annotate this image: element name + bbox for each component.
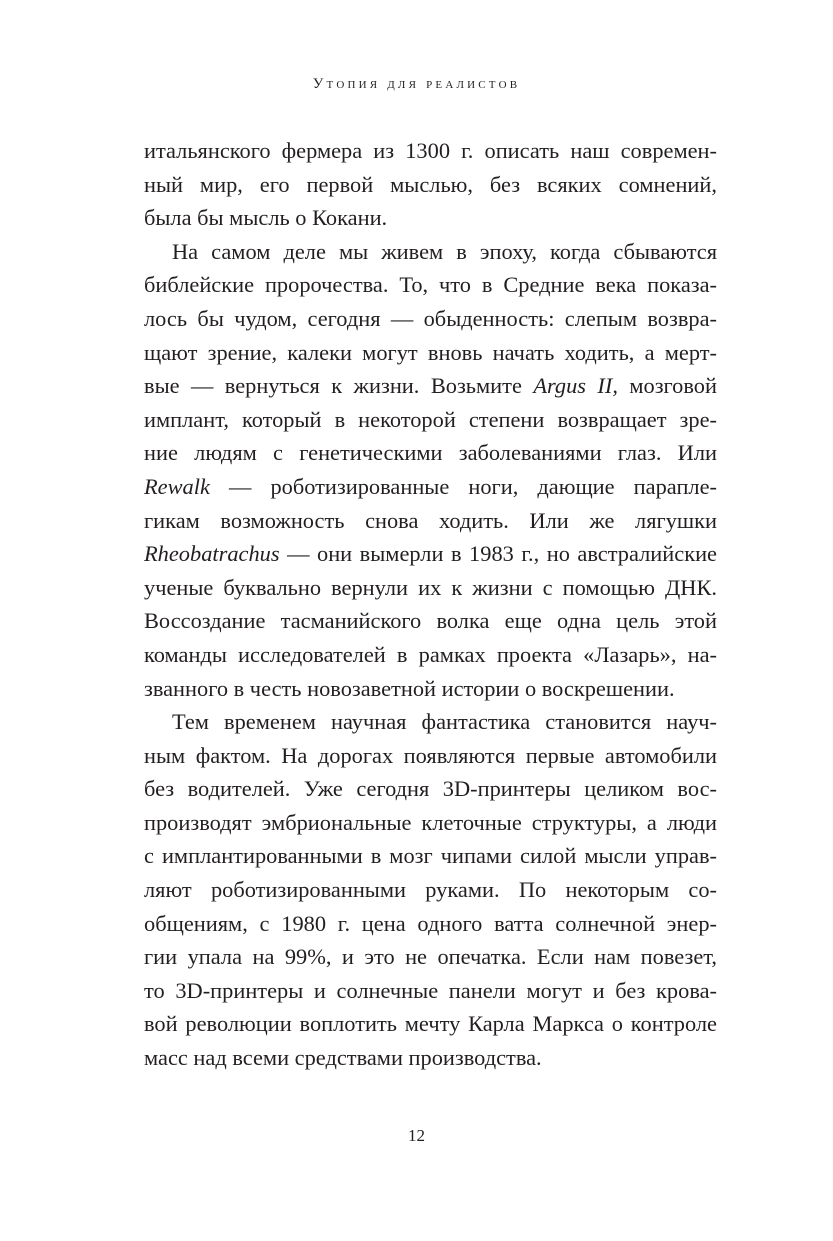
- text-line: [144, 806, 717, 840]
- text-line: [144, 873, 717, 907]
- italic-text-run: Rheobatrachus: [144, 541, 280, 567]
- page-number: 12: [408, 1126, 425, 1145]
- text-run: ным фактом. На дорогах появляются первые автомобили: [144, 742, 717, 768]
- text-run: вые — вернуться к жизни. Возьмите: [144, 373, 534, 399]
- italic-text-run: Rewalk: [144, 473, 210, 499]
- text-line: [144, 336, 717, 370]
- text-line: [144, 772, 717, 806]
- text-run: — роботизированные ноги, дающие параплe-: [209, 473, 717, 499]
- text-line: [144, 537, 717, 571]
- text-run: библейские пророчества. То, что в Средние века показа-: [144, 272, 717, 298]
- text-run: ученые буквально вернули их к жизни с помощью ДНК.: [144, 574, 717, 600]
- text-run: была бы мысль о Кокани.: [144, 205, 388, 231]
- text-run: то 3D-принтеры и солнечные панели могут и без крова-: [144, 977, 717, 1003]
- text-run: Тем временем научная фантастика становится науч-: [172, 709, 717, 735]
- text-line: [144, 907, 717, 941]
- text-run: команды исследователей в рамках проекта «Лазарь», на-: [144, 641, 717, 667]
- text-run: — они вымерли в 1983 г., но австралийские: [279, 541, 717, 567]
- text-run: общениям, с 1980 г. цена одного ватта солнечной энер-: [144, 910, 717, 936]
- text-run: производят эмбриональные клеточные структуры, а люди: [144, 809, 717, 835]
- text-line: [144, 571, 717, 605]
- text-line: [144, 302, 717, 336]
- text-line: [144, 672, 717, 706]
- text-run: вой революции воплотить мечту Карла Маркса о контроле: [144, 1011, 717, 1037]
- text-line: [144, 638, 717, 672]
- text-line: [144, 974, 717, 1008]
- text-line: [144, 504, 717, 538]
- text-line: [144, 235, 717, 269]
- text-run: имплант, который в некоторой степени возвращает зре-: [144, 406, 717, 432]
- text-run: гии упала на 99%, и это не опечатка. Если нам повезет,: [144, 944, 717, 970]
- text-line: [144, 403, 717, 437]
- text-line: [144, 470, 717, 504]
- text-run: званного в честь новозаветной истории о воскрешении.: [144, 675, 675, 701]
- text-line: [144, 134, 717, 168]
- text-line: [144, 839, 717, 873]
- text-run: ный мир, его первой мыслью, без всяких сомнений,: [144, 171, 717, 197]
- text-line: [144, 940, 717, 974]
- text-line: [144, 739, 717, 773]
- text-run: итальянского фермера из 1300 г. описать наш современ-: [144, 138, 717, 163]
- italic-text-run: Argus II,: [533, 373, 618, 399]
- text-line: [144, 705, 717, 739]
- running-head: Утопия для реалистов: [312, 76, 521, 92]
- text-run: гикам возможность снова ходить. Или же лягушки: [144, 507, 717, 533]
- text-run: ние людям с генетическими заболеваниями глаз. Или: [144, 440, 717, 466]
- text-run: щают зрение, калеки могут вновь начать ходить, а мерт-: [144, 339, 717, 365]
- text-run: ляют роботизированными руками. По некоторым со-: [144, 877, 717, 903]
- text-line: [144, 201, 717, 235]
- text-line: [144, 1041, 717, 1075]
- text-line: [144, 369, 717, 403]
- text-run: лось бы чудом, сегодня — обыденность: слепым возвра-: [144, 305, 717, 331]
- text-line: [144, 604, 717, 638]
- text-run: На самом деле мы живем в эпоху, когда сбываются: [172, 238, 717, 264]
- text-run: мозговой: [617, 373, 717, 399]
- text-line: [144, 168, 717, 202]
- body-text: [144, 134, 717, 1075]
- text-run: Воссоздание тасманийского волка еще одна цель этой: [144, 608, 717, 634]
- text-line: [144, 1007, 717, 1041]
- text-line: [144, 268, 717, 302]
- text-run: без водителей. Уже сегодня 3D-принтеры целиком вос-: [144, 776, 717, 802]
- text-run: масс над всеми средствами производства.: [144, 1045, 542, 1071]
- text-run: с имплантированными в мозг чипами силой мысли управ-: [144, 843, 717, 869]
- text-line: [144, 436, 717, 470]
